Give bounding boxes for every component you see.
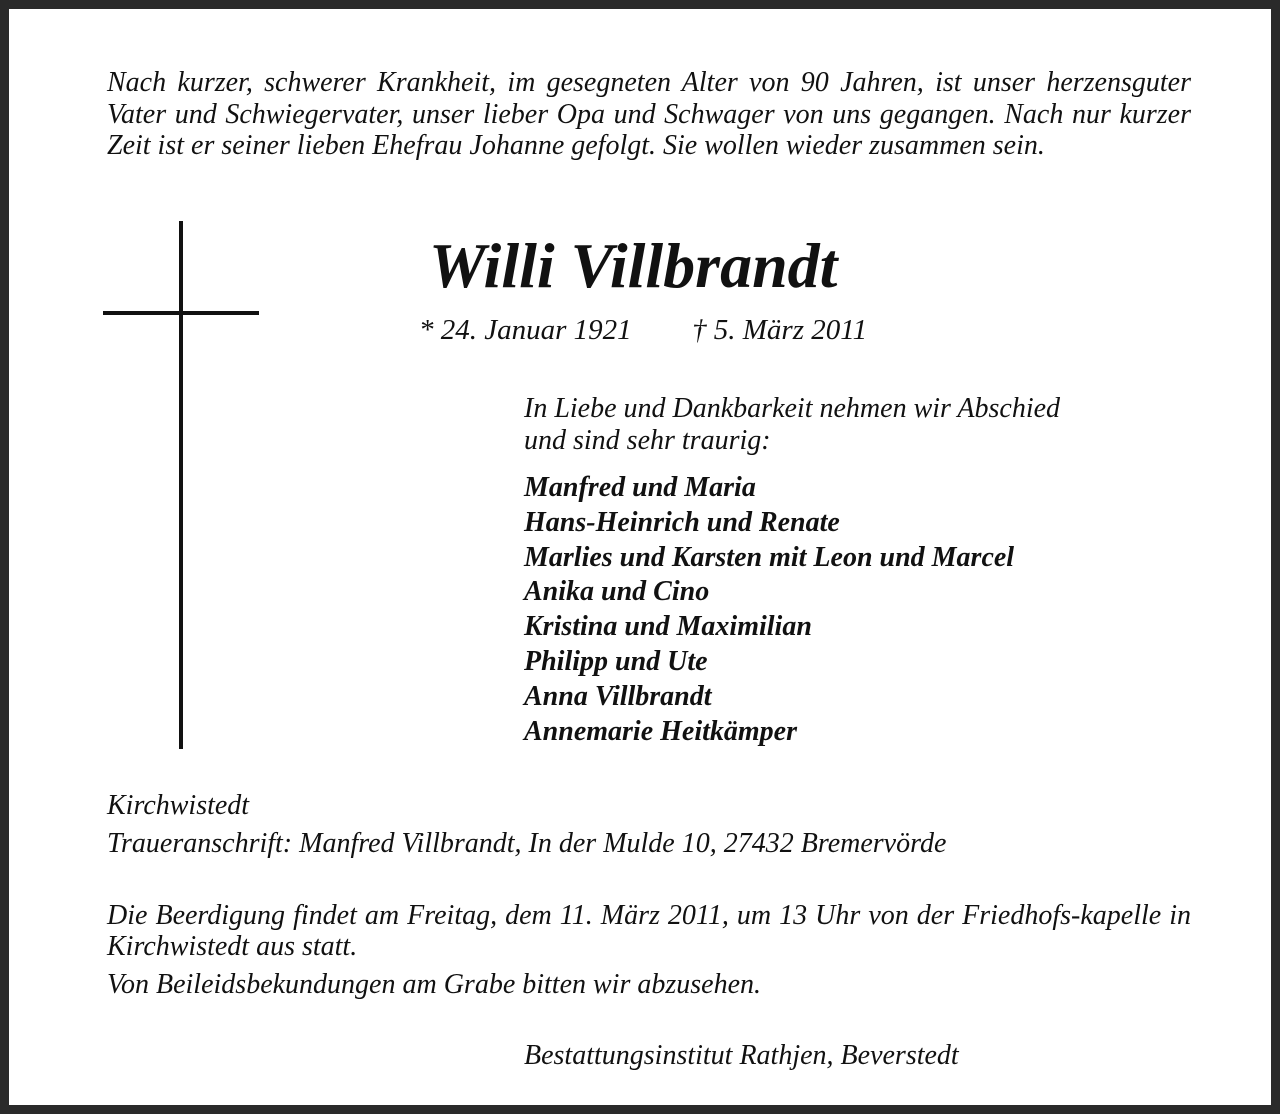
mourning-address: Traueranschrift: Manfred Villbrandt, In der Mulde 10, 27432 Bremervörde [107,828,947,859]
mourner-name: Anna Villbrandt [524,680,712,712]
farewell-line-2: und sind sehr traurig: [524,425,771,456]
undertaker-name: Bestattungsinstitut Rathjen, Beverstedt [524,1040,959,1071]
mourner-name: Anika und Cino [524,576,710,608]
mourner-name: Philipp und Ute [524,645,708,677]
mourner-name: Annemarie Heitkämper [524,715,797,747]
mourner-name: Marlies und Karsten mit Leon und Marcel [524,541,1015,573]
farewell-text [524,393,1164,457]
condolence-note: Von Beileidsbekundungen am Grabe bitten wir abzusehen. [107,969,762,1000]
death-date: † 5. März 2011 [692,314,868,346]
mourners-list [524,471,1014,749]
intro-text: Nach kurzer, schwerer Krankheit, im gesegneten Alter von 90 Jahren, ist unser herzensguter Vater und Schwiegervater, unser lieber Opa und Schwager von uns gegangen. Nach nur kurzer Zeit ist er seiner lieben Ehefrau Johanne gefolgt. Sie wollen wieder zusammen sein. [107,67,1191,161]
farewell-line-1: In Liebe und Dankbarkeit nehmen wir Abschied [524,393,1061,424]
birth-date: * 24. Januar 1921 [419,314,632,346]
funeral-info: Die Beerdigung findet am Freitag, dem 11. März 2011, um 13 Uhr von der Friedhofs-kapelle in Kirchwistedt aus statt. [107,900,1191,962]
cross-vertical-bar [179,221,183,749]
cross-horizontal-bar [103,311,259,315]
deceased-name: Willi Villbrandt [429,230,838,301]
mourner-name: Hans-Heinrich und Renate [524,506,840,538]
mourner-name: Manfred und Maria [524,472,756,503]
place-name: Kirchwistedt [107,790,250,821]
mourner-name: Kristina und Maximilian [524,611,812,643]
